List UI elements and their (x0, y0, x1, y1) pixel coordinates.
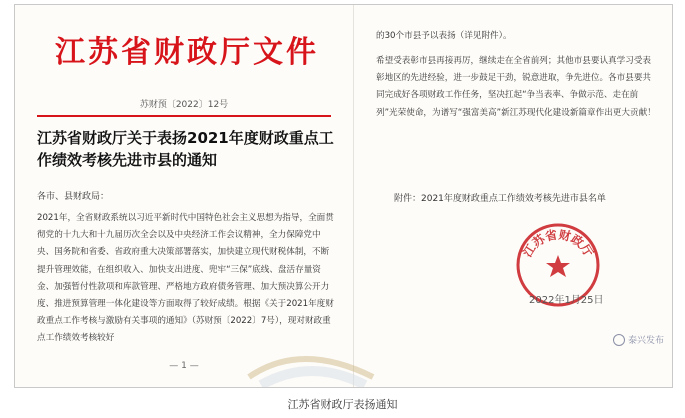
left-page (15, 5, 354, 387)
seal-text: 江苏省财政厅 (520, 227, 596, 260)
brand-logo-icon (613, 334, 625, 346)
continuation-line: 的30个市县予以表扬（详见附件）。 (376, 31, 512, 41)
right-body-paragraph: 希望受表彰市县再接再厉，继续走在全省前列；其他市县要认真学习受表彰地区的先进经验，进一步鼓足干劲，锐意进取，争先进位。各市县要共同完成好各项财政工作任务，坚决扛起“争当表率、争做示范、走在前列”光荣使命，为谱写“强富美高”新江苏现代化建设新篇章作出更大贡献！ (376, 56, 656, 118)
center-watermark-logo-icon (241, 347, 381, 388)
right-page (354, 5, 672, 387)
svg-text:江苏省财政厅 (519, 227, 596, 260)
right-body-text (376, 53, 656, 122)
left-body-text (37, 210, 337, 348)
image-caption: 江苏省财政厅表扬通知 (287, 399, 398, 411)
notice-title: 江苏省财政厅关于表扬2021年度财政重点工作绩效考核先进市县的通知 (37, 129, 334, 169)
red-divider (37, 115, 331, 117)
document-header-title: 江苏省财政厅文件 (55, 35, 319, 70)
recipient-line: 各市、县财政局： (37, 192, 110, 202)
left-body-paragraph: 2021年，全省财政系统以习近平新时代中国特色社会主义思想为指导，全面贯彻党的十九大和十九届历次全会以及中央经济工作会议精神，全力保障党中央、国务院和省委、省政府重大决策部署落实，加快建立现代财税体制，不断提升管理效能，在组织收入、加快支出进度、兜牢“三保”底线、盘活存量资金、加强暂付性款项和库款管理、严格地方政府债务管理、加大预决算公开力度、推进预算管理一体化建设等方面取得了较好成绩。根据《关于2021年度财政重点工作考核与激励有关事项的通知》（苏财预〔2022〕7号），现对财政重点工作绩效考核较好 (37, 213, 334, 344)
document-photo (14, 4, 673, 388)
attachment-line: 附件：2021年度财政重点工作绩效考核先进市县名单 (394, 194, 606, 204)
watermark-brand-label: 泰兴发布 (627, 336, 664, 346)
document-number: 苏财预〔2022〕12号 (139, 100, 229, 110)
watermark-brand (613, 333, 664, 346)
issue-date: 2022年1月25日 (529, 295, 604, 306)
page-number: — 1 — (169, 361, 199, 371)
